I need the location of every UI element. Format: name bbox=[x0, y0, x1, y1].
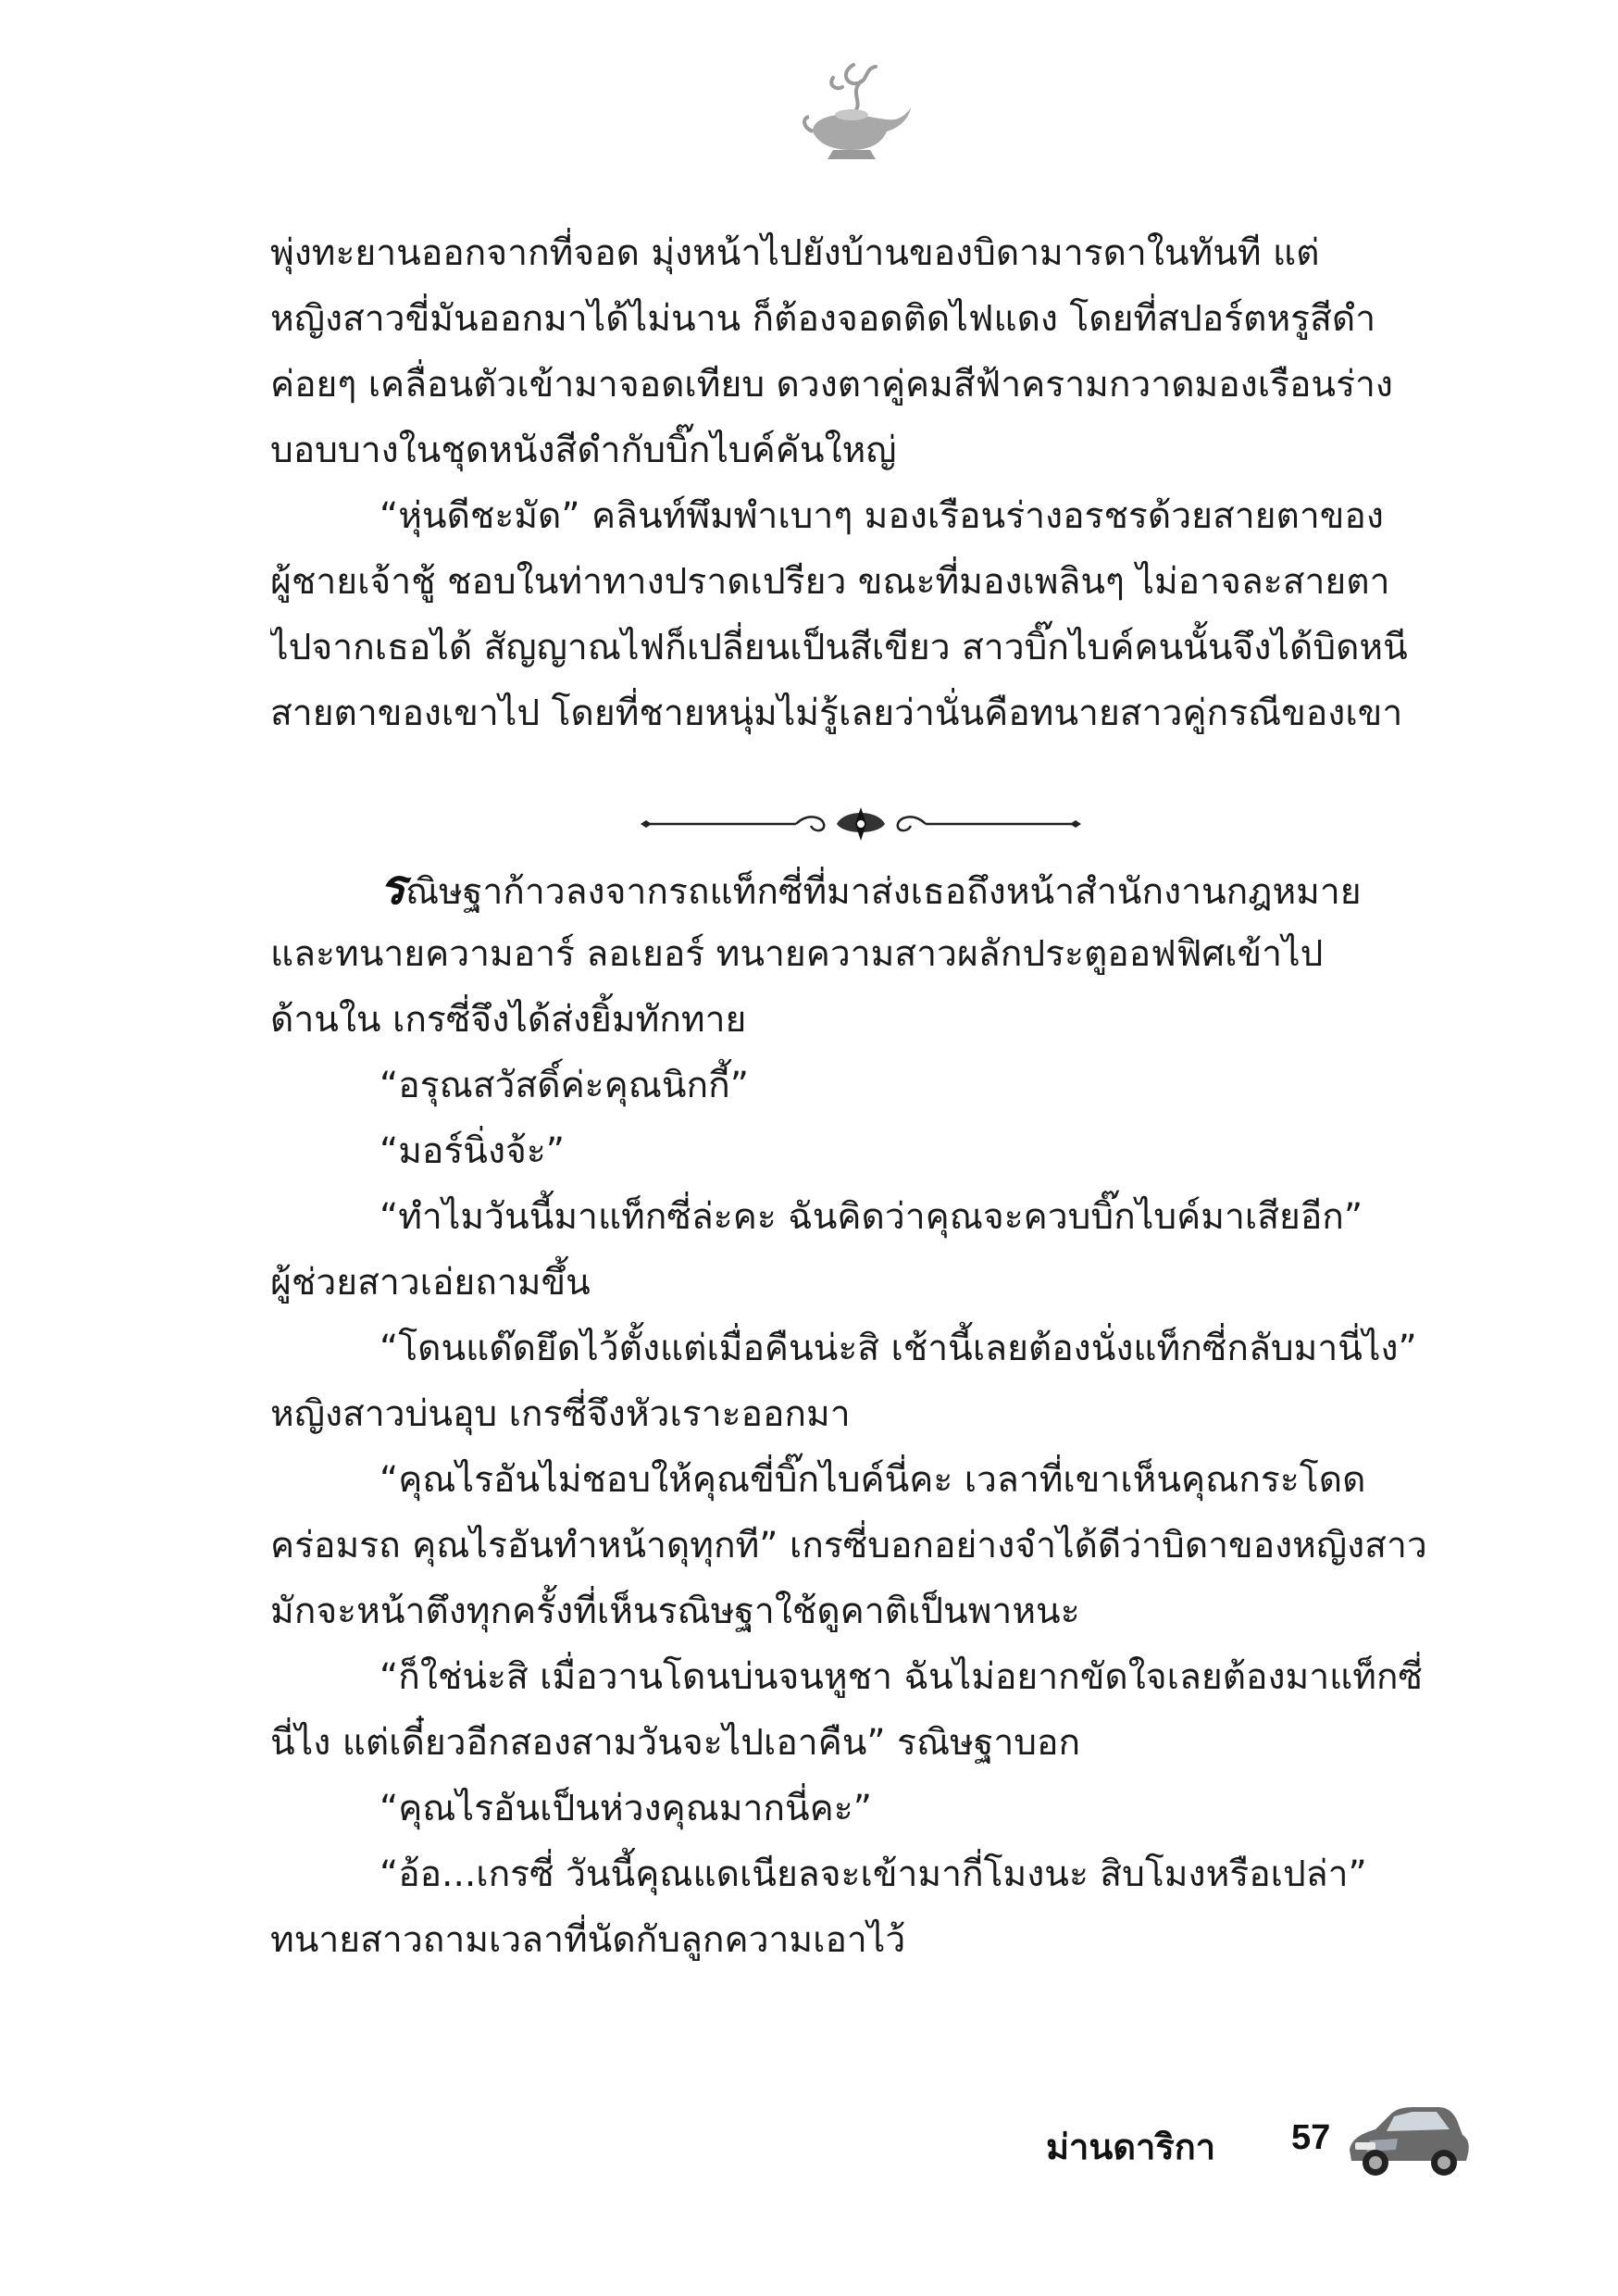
book-title: ม่านดาริกา bbox=[1046, 2127, 1216, 2167]
drop-cap: ร bbox=[380, 860, 405, 916]
text-line: ด้านใน เกรซี่จึงได้ส่งยิ้มทักทาย bbox=[270, 999, 747, 1041]
first-line-text: ณิษฐาก้าวลงจากรถแท็กซี่ที่มาส่งเธอถึงหน้าสำนักงานกฎหมาย bbox=[404, 871, 1362, 913]
text-line: ค่อยๆ เคลื่อนตัวเข้ามาจอดเทียบ ดวงตาคู่คมสีฟ้าครามกวาดมองเรือนร่าง bbox=[270, 364, 1393, 406]
page-number: 57 bbox=[1291, 2118, 1331, 2157]
genie-lamp-icon bbox=[796, 54, 916, 174]
page-footer bbox=[1046, 2102, 1490, 2185]
text-line: ผู้ช่วยสาวเอ่ยถามขึ้น bbox=[270, 1262, 591, 1304]
car-icon bbox=[1342, 2102, 1472, 2179]
text-line: “โดนแด๊ดยึดไว้ตั้งแต่เมื่อคืนน่ะสิ เช้านี้เลยต้องนั่งแท็กซี่กลับมานี่ไง” bbox=[380, 1328, 1417, 1369]
text-line-first bbox=[270, 855, 1464, 921]
text-line: หญิงสาวบ่นอุบ เกรซี่จึงหัวเราะออกมา bbox=[270, 1393, 851, 1435]
text-line: ทนายสาวถามเวลาที่นัดกับลูกความเอาไว้ bbox=[270, 1919, 906, 1961]
text-line: หญิงสาวขี่มันออกมาได้ไม่นาน ก็ต้องจอดติดไฟแดง โดยที่สปอร์ตหรูสีดำ bbox=[270, 298, 1376, 340]
text-line: นี่ไง แต่เดี๋ยวอีกสองสามวันจะไปเอาคืน” รณิษฐาบอก bbox=[270, 1722, 1081, 1764]
text-line: พุ่งทะยานออกจากที่จอด มุ่งหน้าไปยังบ้านของบิดามารดาในทันที แต่ bbox=[270, 232, 1320, 274]
ornamental-divider-icon bbox=[639, 796, 1083, 848]
text-line: มักจะหน้าตึงทุกครั้งที่เห็นรณิษฐาใช้ดูคาติเป็นพาหนะ bbox=[270, 1591, 1080, 1632]
text-line: “อรุณสวัสดิ์ค่ะคุณนิกกี้” bbox=[380, 1065, 749, 1106]
text-line: “คุณไรอันไม่ชอบให้คุณขี่บิ๊กไบค์นี่คะ เวลาที่เขาเห็นคุณกระโดด bbox=[380, 1459, 1366, 1501]
text-line: ผู้ชายเจ้าชู้ ชอบในท่าทางปราดเปรียว ขณะที่มองเพลินๆ ไม่อาจละสายตา bbox=[270, 561, 1390, 603]
text-line: “อ้อ...เกรซี่ วันนี้คุณแดเนียลจะเข้ามากี่โมงนะ สิบโมงหรือเปล่า” bbox=[380, 1853, 1367, 1895]
text-line: “ทำไมวันนี้มาแท็กซี่ล่ะคะ ฉันคิดว่าคุณจะควบบิ๊กไบค์มาเสียอีก” bbox=[380, 1196, 1363, 1238]
text-line: “มอร์นิ่งจ้ะ” bbox=[380, 1130, 565, 1172]
text-line: “หุ่นดีชะมัด” คลินท์พึมพำเบาๆ มองเรือนร่างอรชรด้วยสายตาของ bbox=[380, 495, 1384, 537]
text-line: คร่อมรถ คุณไรอันทำหน้าดุทุกที” เกรซี่บอกอย่างจำได้ดีว่าบิดาของหญิงสาว bbox=[270, 1525, 1427, 1566]
body-text bbox=[270, 220, 1464, 1973]
text-line: บอบบางในชุดหนังสีดำกับบิ๊กไบค์คันใหญ่ bbox=[270, 430, 897, 471]
text-line: “คุณไรอันเป็นห่วงคุณมากนี่คะ” bbox=[380, 1788, 872, 1829]
text-line: และทนายความอาร์ ลอเยอร์ ทนายความสาวผลักประตูออฟฟิศเข้าไป bbox=[270, 933, 1324, 975]
text-line: สายตาของเขาไป โดยที่ชายหนุ่มไม่รู้เลยว่านั่นคือทนายสาวคู่กรณีของเขา bbox=[270, 693, 1403, 734]
text-line: ไปจากเธอได้ สัญญาณไฟก็เปลี่ยนเป็นสีเขียว สาวบิ๊กไบค์คนนั้นจึงได้บิดหนี bbox=[270, 627, 1408, 668]
text-line: “ก็ใช่น่ะสิ เมื่อวานโดนบ่นจนหูชา ฉันไม่อยากขัดใจเลยต้องมาแท็กซี่ bbox=[380, 1656, 1424, 1698]
